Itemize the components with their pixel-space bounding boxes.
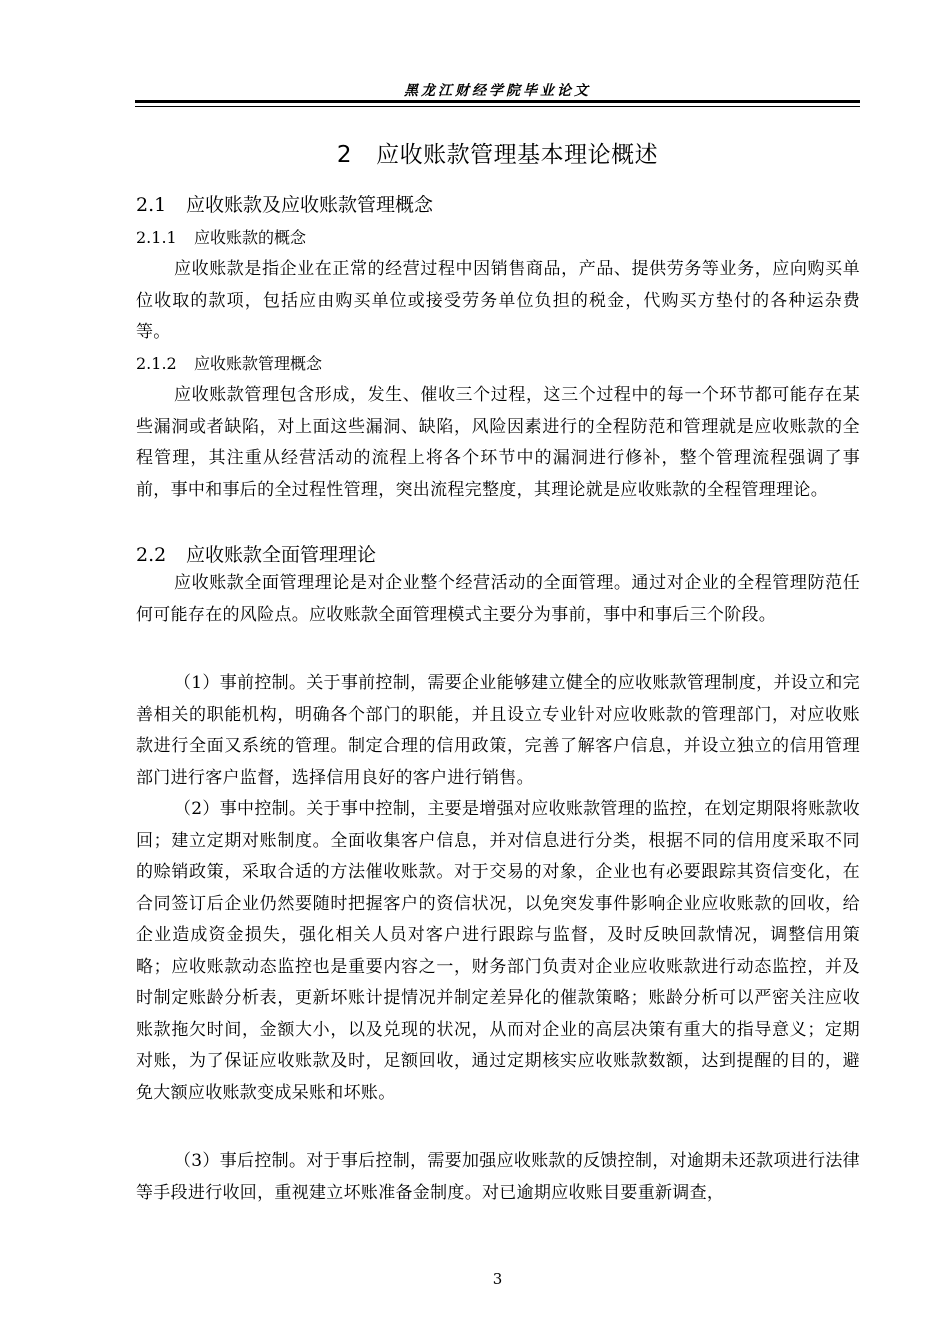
section-title: 应收账款全面管理理论 — [186, 544, 377, 566]
paragraph-in-process-control: （2）事中控制。关于事中控制，主要是增强对应收账款管理的监控，在划定期限将账款收回；建立定期对账制度。全面收集客户信息，并对信息进行分类，根据不同的信用度采取不同的赊销政策，采取合适的方法催收账款。对于交易的对象，企业也有必要跟踪其资信变化，在合同签订后企业仍然要随时把握客户的资信状况，以免突发事件影响企业应收账款的回收，给企业造成资金损失，强化相关人员对客户进行跟踪与监督，及时反映回款情况，调整信用策略；应收账款动态监控也是重要内容之一，财务部门负责对企业应收账款进行动态监控，并及时制定账龄分析表，更新坏账计提情况并制定差异化的催款策略；账龄分析可以严密关注应收账款拖欠时间，金额大小，以及兑现的状况，从而对企业的高层决策有重大的指导意义；定期对账，为了保证应收账款及时，足额回收，通过定期核实应收账款数额，达到提醒的目的，避免大额应收账款变成呆账和坏账。 — [136, 799, 860, 1103]
subsection-heading-2-1-2 — [136, 351, 322, 374]
section-heading-2-2 — [136, 540, 376, 567]
section-number: 2.1 — [136, 194, 167, 216]
section-number: 2.2 — [136, 544, 167, 566]
subsection-number: 2.1.1 — [136, 228, 177, 247]
section-title: 应收账款及应收账款管理概念 — [186, 194, 434, 216]
section-heading-2-1 — [136, 190, 433, 217]
paragraph-pre-control: （1）事前控制。关于事前控制，需要企业能够建立健全的应收账款管理制度，并设立和完善相关的职能机构，明确各个部门的职能，并且设立专业针对应收账款的管理部门，对应收账款进行全面又系统的管理。制定合理的信用政策，完善了解客户信息，并设立独立的信用管理部门进行客户监督，选择信用良好的客户进行销售。 — [136, 673, 860, 788]
paragraph-comprehensive-theory: 应收账款全面管理理论是对企业整个经营活动的全面管理。通过对企业的全程管理防范任何可能存在的风险点。应收账款全面管理模式主要分为事前，事中和事后三个阶段。 — [136, 573, 860, 625]
chapter-title — [135, 136, 860, 169]
subsection-heading-2-1-1 — [136, 225, 306, 248]
paragraph-management-concept: 应收账款管理包含形成，发生、催收三个过程，这三个过程中的每一个环节都可能存在某些漏洞或者缺陷，对上面这些漏洞、缺陷，风险因素进行的全程防范和管理就是应收账款的全程管理，其注重从经营活动的流程上将各个环节中的漏洞进行修补，整个管理流程强调了事前，事中和事后的全过程性管理，突出流程完整度，其理论就是应收账款的全程管理理论。 — [136, 385, 860, 500]
subsection-title: 应收账款管理概念 — [194, 354, 323, 373]
subsection-title: 应收账款的概念 — [194, 228, 307, 247]
paragraph-post-control: （3）事后控制。对于事后控制，需要加强应收账款的反馈控制，对逾期未还款项进行法律等手段进行收回，重视建立坏账准备金制度。对已逾期应收账目要重新调查， — [136, 1151, 860, 1203]
header-rule-thick — [135, 100, 860, 103]
chapter-number: 2 — [336, 142, 353, 168]
header-rule-thin — [135, 106, 860, 107]
running-header: 黑龙江财经学院毕业论文 — [404, 83, 591, 99]
subsection-number: 2.1.2 — [136, 354, 177, 373]
chapter-title-text: 应收账款管理基本理论概述 — [376, 142, 659, 168]
page-number: 3 — [492, 1270, 503, 1288]
paragraph-receivables-definition: 应收账款是指企业在正常的经营过程中因销售商品，产品、提供劳务等业务，应向购买单位收取的款项，包括应由购买单位或接受劳务单位负担的税金，代购买方垫付的各种运杂费等。 — [136, 259, 860, 342]
